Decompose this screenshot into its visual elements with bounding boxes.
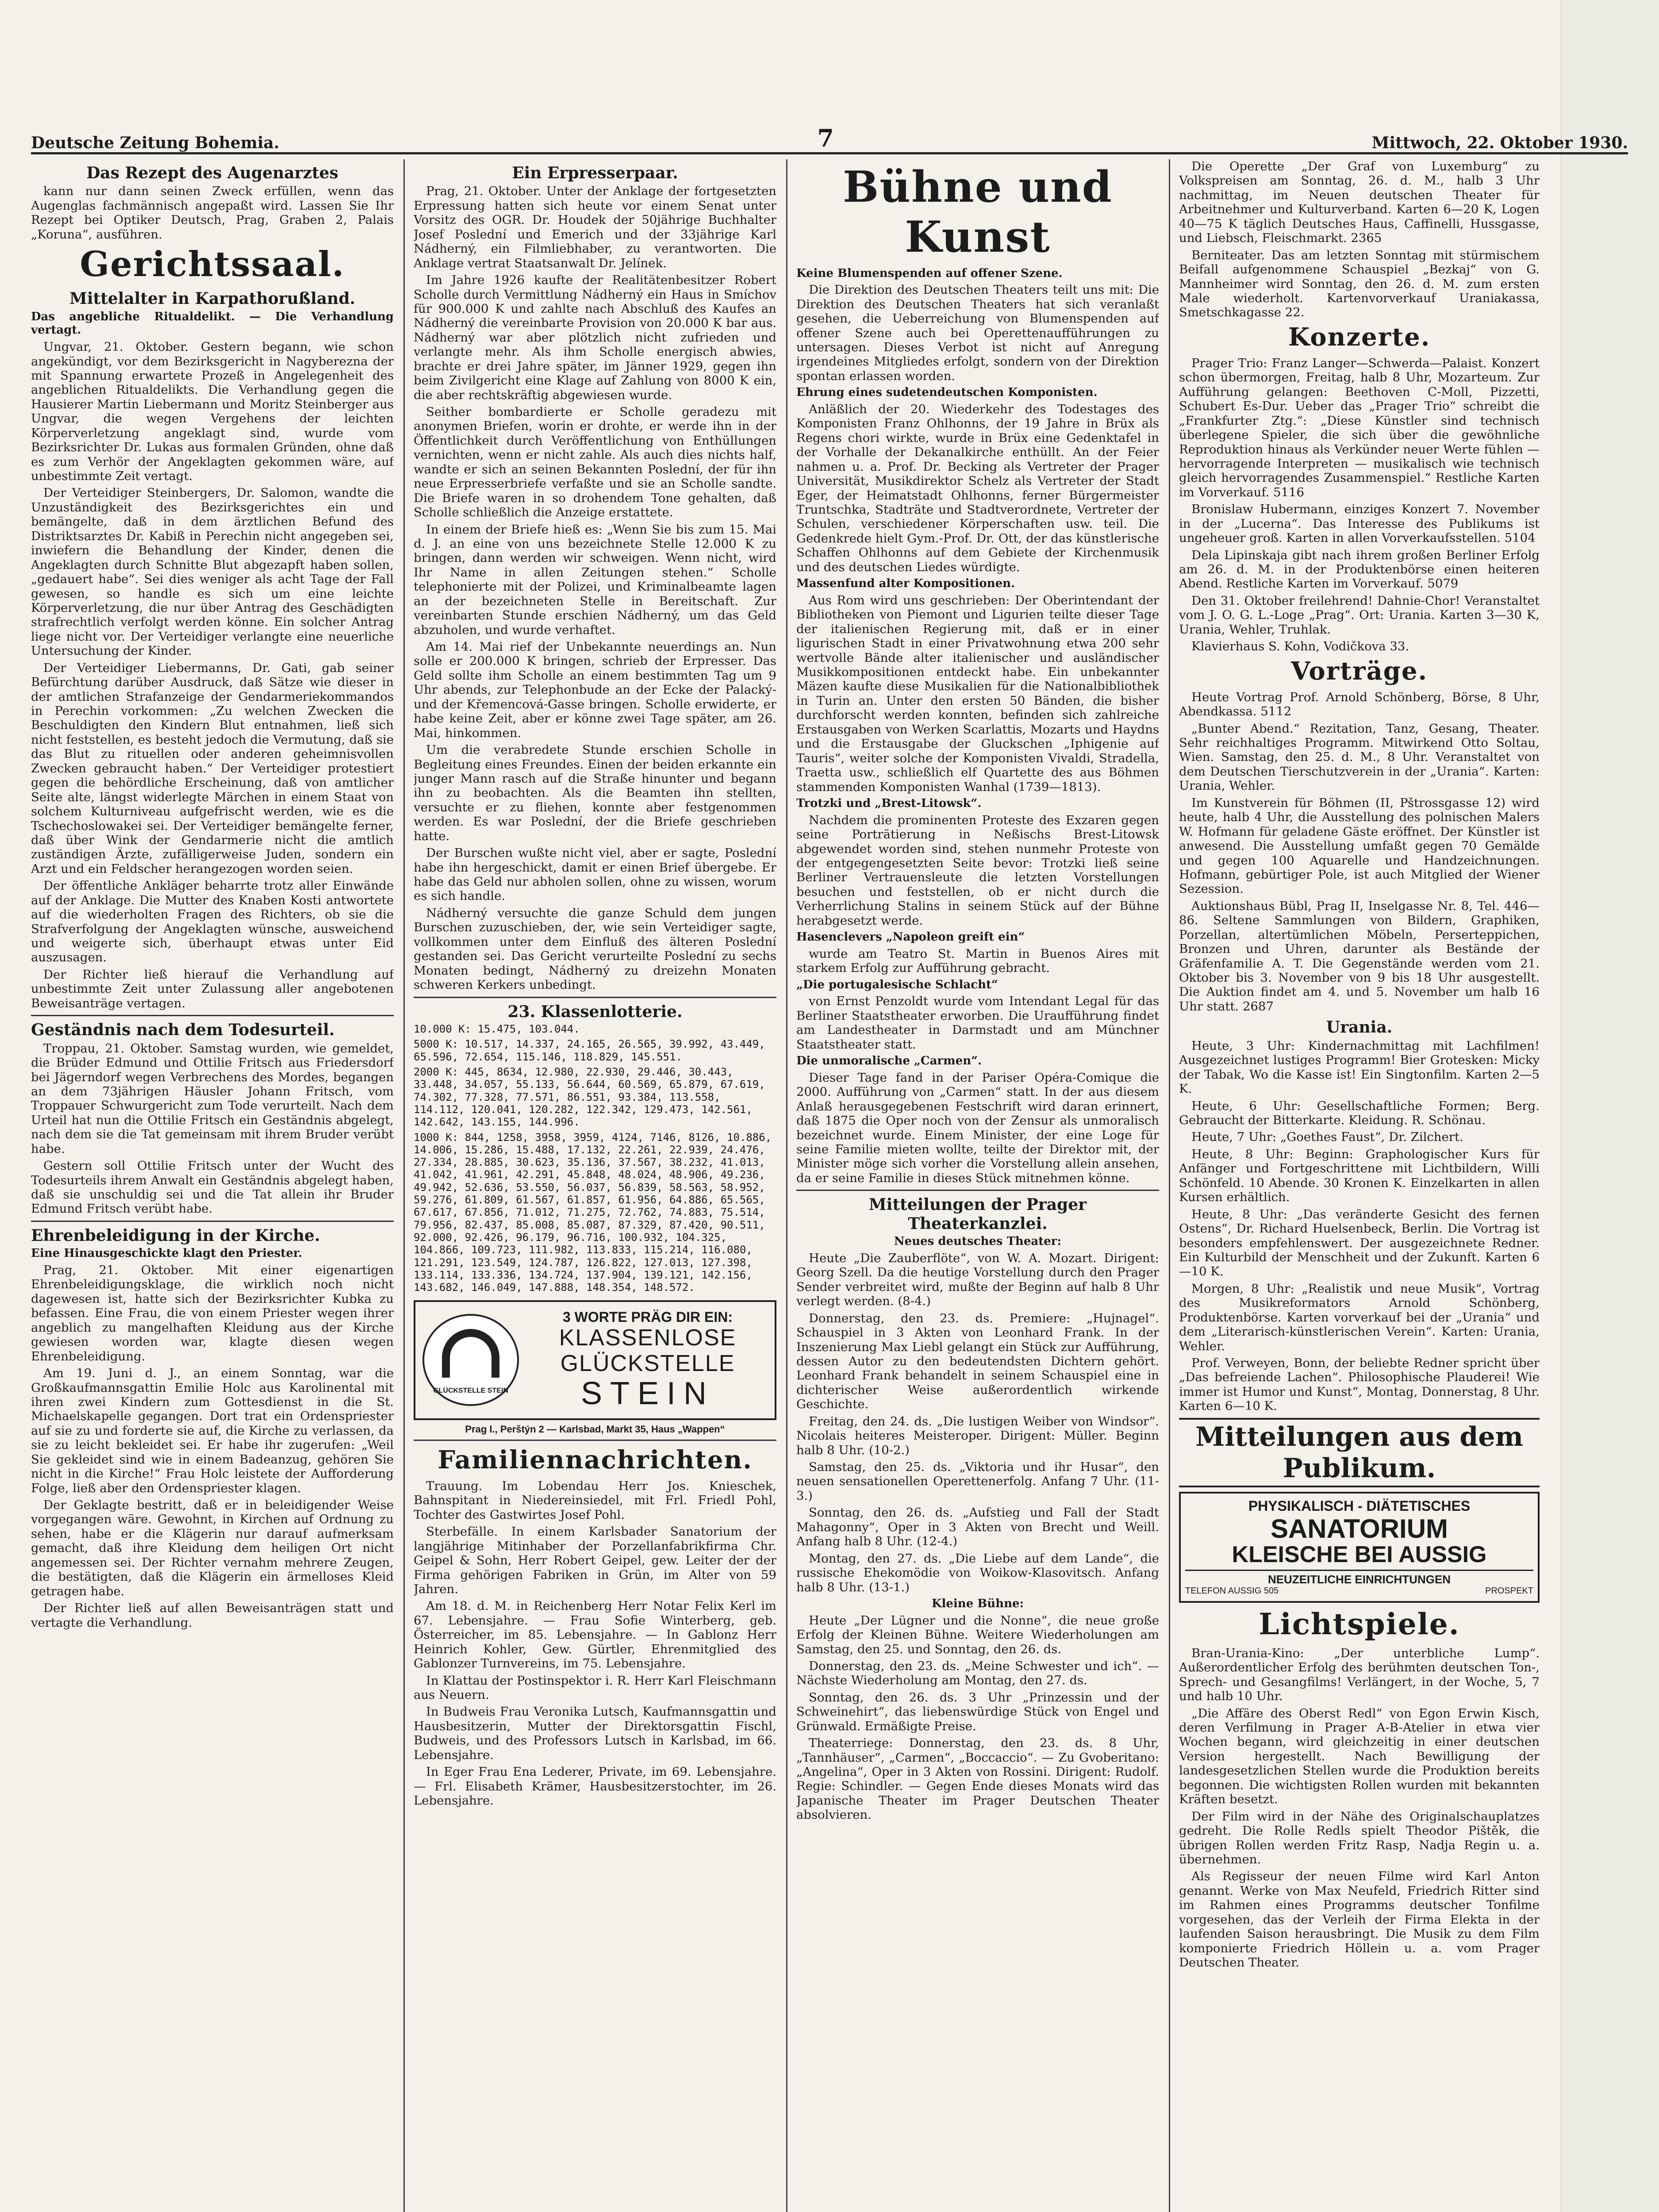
ad-line: NEUZEITLICHE EINRICHTUNGEN — [1185, 1570, 1533, 1586]
article-paragraph: Heute, 8 Uhr: „Das veränderte Gesicht des fernen Ostens“, Dr. Richard Huelsenbeck, Berlin. Die Vortrag ist besonders empfehlenswert. Der ausgezeichnete Redner. Ein Kulturbild der Menschheit und der Zukunft. Karten 6—10 K. — [1179, 1207, 1540, 1279]
article-paragraph: Sonntag, den 26. ds. 3 Uhr „Prinzessin und der Schweinehirt“, das liebenswürdige Stück von Engel und Grünwald. Ermäßigte Preise. — [796, 1690, 1159, 1733]
lottery-numbers: 2000 K: 445, 8634, 12.980, 22.930, 29.446, 30.443, 33.448, 34.057, 55.133, 56.644, 60.569, 65.879, 67.619, 74.302, 77.328, 77.571, 86.551, 93.384, 113.558, 114.112, 120.041, 120.282, 122.342, 129.473, 142.561, 142.642, 143.155, 144.996. — [414, 1065, 765, 1129]
ad-tagline: 3 WORTE PRÄG DIR EIN: — [562, 1309, 733, 1325]
article-paragraph: „Die Affäre des Oberst Redl“ von Egon Erwin Kisch, deren Verfilmung in Prager A-B-Atelier in etwa vier Wochen begann, wird gleichzeitig in einer deutschen Version hergestellt. Nach Bewilligung der landesgesetzlichen Stellen wurde die Produktion bereits begonnen. Die wichtigsten Rollen wurden mit bekannten Kräften besetzt. — [1179, 1706, 1540, 1807]
lottery-title: 23. Klassenlotterie. — [507, 1002, 683, 1021]
article-headline: Geständnis nach dem Todesurteil. — [31, 1021, 335, 1040]
article-paragraph: Sonntag, den 26. ds. „Aufstieg und Fall der Stadt Mahagonny“, Oper in 3 Akten von Brecht und Weill. Anfang halb 8 Uhr. (12-4.) — [796, 1505, 1159, 1549]
article-paragraph: Montag, den 27. ds. „Die Liebe auf dem Lande“, die russische Ehekomödie von Woikow-Klasovitsch. Anfang halb 8 Uhr. (13-1.) — [796, 1551, 1159, 1594]
article-paragraph: Dieser Tage fand in der Pariser Opéra-Comique die 2000. Aufführung von „Carmen“ statt. In der aus diesem Anlaß herausgegebenen Festschrift wird daran erinnert, daß 1875 die Oper noch von der Zensur als unmoralisch bezeichnet wurde. Einem Minister, der eine Loge für seine Familie mieten wollte, teilte der Direktor mit, der Minister möge sich vorher die Vorstellung allein ansehen, da er seine Familie in dieses Stück mitnehmen könne. — [796, 1070, 1159, 1185]
article-subheadline: Hasenclevers „Napoleon greift ein“ — [796, 930, 1025, 944]
article-subheadline: Keine Blumenspenden auf offener Szene. — [796, 266, 1063, 280]
ad-prospect: PROSPEKT — [1485, 1586, 1533, 1596]
article-paragraph: Im Jahre 1926 kaufte der Realitätenbesitzer Robert Scholle durch Vermittlung Nádherný ein Haus in Smíchov für 900.000 K und zahlte nach Abschluß des Kaufes an Nádherný die vereinbarte Provision von 20.000 K bar aus. Nádherný war aber plötzlich nicht zufrieden und verlangte mehr. Als ihm Scholle energisch abwies, brachte er drei Jahre später, im Jänner 1929, gegen ihn beim Zivilgericht eine Klage auf Zahlung von 8000 K ein, die aber rechtskräftig abgewiesen wurde. — [414, 273, 776, 402]
section-title: Familiennachrichten. — [438, 1445, 753, 1475]
divider — [31, 1015, 394, 1016]
ad-word: GLÜCKSTELLE — [560, 1350, 735, 1376]
article-paragraph: Dela Lipinskaja gibt nach ihrem großen Berliner Erfolg am 26. d. M. in der Produktenbörse einen heiteren Abend. Restliche Karten im Vorverkauf. 5079 — [1179, 548, 1540, 591]
article-subheadline: Massenfund alter Kompositionen. — [796, 577, 1015, 591]
ad-phone: TELEFON AUSSIG 505 — [1185, 1586, 1279, 1596]
article-paragraph: Samstag, den 25. ds. „Viktoria und ihr Husar“, den neuen sensationellen Operettenerfolg. Anfang 7 Uhr. (11-3.) — [796, 1460, 1159, 1503]
section-title: Vorträge. — [1290, 656, 1428, 686]
article-paragraph: Die Direktion des Deutschen Theaters teilt uns mit: Die Direktion des Deutschen Theaters hat sich veranlaßt gesehen, die Ueberreichung von Blumenspenden auf offener Szene auch bei Operettenaufführungen zu untersagen. Dieses Verbot ist nicht auf Anregung irgendeines Mitgliedes erfolgt, sondern von der Direktion spontan erlassen worden. — [796, 283, 1159, 383]
article-paragraph: Am 19. Juni d. J., an einem Sonntag, war die Großkaufmannsgattin Emilie Holc aus Karolinental mit ihren zwei Kindern zum Gottesdienst in die St. Michaelskapelle gegangen. Dort trat ein Ordenspriester auf sie zu und forderte sie auf, die Kirche zu verlassen, da sie zu leicht bekleidet sei. Er habe ihr zugerufen: „Weil Sie gekleidet sind wie in einem Badeanzug, gehören Sie nicht in die Kirche!“ Frau Holc leistete der Aufforderung Folge, ließ aber den Ordenspriester klagen. — [31, 1366, 394, 1495]
article-paragraph: Heute, 7 Uhr: „Goethes Faust“, Dr. Zilchert. — [1191, 1130, 1463, 1144]
ad-word: STEIN — [580, 1375, 715, 1411]
lottery-numbers: 1000 K: 844, 1258, 3958, 3959, 4124, 7146, 8126, 10.886, 14.006, 15.286, 15.488, 17.132, 22.261, 22.939, 24.476, 27.334, 28.885, 30.623, 35.136, 37.567, 38.232, 41.013, 41.042, 41.961, 42.291, 45.848, 48.024, 48.906, 49.236, 49.942, 52.636, 53.550, 56.037, 56.839, 58.563, 58.952, 59.276, 61.809, 61.567, 61.857, 61.956, 64.886, 65.565, 67.617, 67.856, 71.012, 71.275, 72.762, 74.883, 75.514, 79.956, 82.437, 85.008, 85.087, 87.329, 87.420, 90.511, 92.000, 92.426, 96.179, 96.716, 100.932, 104.325, 104.866, 109.723, 111.982, 113.833, 115.214, 116.080, 121.291, 123.549, 124.787, 126.822, 127.013, 127.398, 133.114, 133.336, 134.724, 137.904, 139.121, 142.156, 143.682, 146.049, 147.888, 148.354, 148.572. — [414, 1131, 772, 1294]
article-paragraph: Um die verabredete Stunde erschien Scholle in Begleitung eines Freundes. Einen der beiden erkannte ein junger Mann rasch auf die Straße hinunter und begann ihn zu beobachten. Als die Beamten ihn stellten, versuchte er zu fliehen, konnte aber festgenommen werden. Es war Poslední, der die Briefe geschrieben hatte. — [414, 743, 776, 843]
article-headline: Mittelalter in Karpathorußland. — [69, 289, 356, 308]
logo-caption: GLÜCKSTELLE STEIN — [433, 1387, 508, 1395]
issue-date: Mittwoch, 22. Oktober 1930. — [1371, 134, 1628, 152]
article-paragraph: Donnerstag, den 23. ds. Premiere: „Hujnagel“. Schauspiel in 3 Akten von Leonhard Frank. In der Inszenierung Max Liebl gelangt ein Stück zur Aufführung, dessen Autor zu den bedeutendsten Dichtern gehört. Leonhard Frank behandelt in seinem Schauspiel eine in dichterischer Weise außerordentlich wirkende Geschichte. — [796, 1311, 1159, 1412]
column-4 — [1179, 159, 1540, 2212]
page-edge — [1561, 0, 1659, 2212]
lottery-advertisement — [414, 1300, 776, 1420]
column-rule — [403, 159, 405, 2212]
article-paragraph: Der Burschen wußte nicht viel, aber er sagte, Poslední habe ihn hergeschickt, damit er einen Brief übergebe. Er habe das Geld nur abholen sollen, ohne zu wissen, worum es sich handle. — [414, 846, 776, 903]
article-headline: Mitteilungen der Prager Theaterkanzlei. — [868, 1195, 1087, 1233]
article-paragraph: Am 18. d. M. in Reichenberg Herr Notar Felix Kerl im 67. Lebensjahre. — Frau Sofie Winterberg, geb. Österreicher, im 85. Lebensjahre. — In Gablonz Herr Heinrich Kohler, Gew. Gürtler, Ehrenmitglied des Gablonzer Turnvereins, im 75. Lebensjahre. — [414, 1599, 776, 1671]
article-paragraph: Heute, 3 Uhr: Kindernachmittag mit Lachfilmen! Ausgezeichnet lustiges Programm! Bier Grotesken: Micky der Tabak, Wo die Kasse ist! Ein Singtonfilm. Karten 2—5 K. — [1179, 1038, 1540, 1096]
article-paragraph: Donnerstag, den 23. ds. „Meine Schwester und ich“. — Nächste Wiederholung am Montag, den 27. ds. — [796, 1659, 1159, 1688]
horseshoe-logo — [422, 1314, 519, 1406]
article-paragraph: Bronislaw Hubermann, einziges Konzert 7. November in der „Lucerna“. Das Interesse des Publikums ist ungeheuer groß. Karten in allen Vorverkaufsstellen. 5104 — [1179, 502, 1540, 545]
ad-line: KLEISCHE BEI AUSSIG — [1232, 1542, 1487, 1568]
article-paragraph: Auktionshaus Bübl, Prag II, Inselgasse Nr. 8, Tel. 446—86. Seltene Sammlungen von Bildern, Graphiken, Porzellan, altertümlichen Möbeln, Perserteppichen, Bronzen und Uhren, darunter als Bestände der Gräfenfamilie A. T. Die Gegenstände werden vom 21. Oktober bis 3. November von 9 bis 18 Uhr ausgestellt. Die Auktion findet am 4. und 5. November um halb 16 Uhr statt. 2687 — [1179, 899, 1540, 1014]
article-paragraph: Klavierhaus S. Kohn, Vodičkova 33. — [1191, 639, 1409, 654]
sanatorium-advertisement — [1179, 1492, 1540, 1603]
section-title: Konzerte. — [1288, 322, 1431, 352]
ad-word: KLASSENLOSE — [559, 1325, 737, 1351]
divider — [796, 1190, 1159, 1191]
ad-address: Prag I., Perštýn 2 — Karlsbad, Markt 35, Haus „Wappen“ — [465, 1423, 725, 1435]
article-headline: Ehrenbeleidigung in der Kirche. — [31, 1226, 320, 1245]
article-paragraph: Nádherný versuchte die ganze Schuld dem jungen Burschen zuzuschieben, der, wie sein Verteidiger sagte, vollkommen unter dem Einfluß des älteren Poslední gestanden sei. Das Gericht verurteilte Poslední zu sechs Monaten bedingt, Nádherný zu dreizehn Monaten schweren Kerkers unbedingt. — [414, 906, 776, 992]
newspaper-name: Deutsche Zeitung Bohemia. — [31, 134, 280, 152]
article-subheadline: „Die portugalesische Schlacht“ — [796, 978, 998, 991]
column-rule — [1169, 159, 1170, 2212]
article-paragraph: Freitag, den 24. ds. „Die lustigen Weiber von Windsor“. Nicolais heiteres Meisteroper. Dirigent: Müller. Beginn halb 8 Uhr. (10-2.) — [796, 1414, 1159, 1457]
ad-text: kann nur dann seinen Zweck erfüllen, wenn das Augenglas fachmännisch angepaßt wird. Lassen Sie Ihr Rezept bei Optiker Deutsch, Prag, Graben 2, Palais „Koruna“, ausführen. — [31, 184, 394, 242]
section-title: Gerichtssaal. — [80, 244, 345, 285]
article-paragraph: In Eger Frau Ena Lederer, Private, im 69. Lebensjahre. — Frl. Elisabeth Krämer, Hausbesitzerstochter, im 26. Lebensjahre. — [414, 1765, 776, 1808]
article-paragraph: Theaterriege: Donnerstag, den 23. ds. 8 Uhr, „Tannhäuser“, „Carmen“, „Boccaccio“. — Zu Gvoberitano: „Angelina“, Oper in 3 Akten von Rossini. Dirigent: Rudolf. Regie: Schindler. — Gegen Ende dieses Monats wird das Japanische Theater im Prager Deutschen Theater absolvieren. — [796, 1736, 1159, 1822]
article-subheadline: Ehrung eines sudetendeutschen Komponisten. — [796, 386, 1098, 399]
page-header — [31, 124, 1628, 154]
section-title: Urania. — [1326, 1018, 1393, 1037]
article-paragraph: Berniteater. Das am letzten Sonntag mit stürmischem Beifall aufgenommene Schauspiel „Bezkaj“ von G. Mannheimer wird Sonntag, den 26. d. M. zum ersten Male wiederholt. Kartenvorverkauf Uraniakassa, Smetschkagasse 22. — [1179, 248, 1540, 320]
article-paragraph: Prof. Verweyen, Bonn, der beliebte Redner spricht über „Das befreiende Lachen“. Philosophische Plauderei! Wie immer ist Humor und Kunst“, Montag, Donnerstag, 8 Uhr. Karten 6—10 K. — [1179, 1356, 1540, 1413]
article-paragraph: Heute Vortrag Prof. Arnold Schönberg, Börse, 8 Uhr, Abendkassa. 5112 — [1179, 690, 1540, 719]
article-subheadline: Trotzki und „Brest-Litowsk“. — [796, 796, 982, 810]
article-paragraph: Der Verteidiger Liebermanns, Dr. Gati, gab seiner Befürchtung darüber Ausdruck, daß Sätze wie dieser in der amtlichen Strafanzeige der Gendarmeriekommandos in Perechin vorkommen: „Zu welchen Zwecken die Beschuldigten den Kindern Blut entnahmen, ließ sich nicht feststellen, es besteht jedoch die Vermutung, daß sie das Blut zu rituellen oder anderen geheimnisvollen Zwecken gebraucht haben.“ Der Verteidiger protestiert gegen die behördliche Erscheinung, daß von amtlicher Seite alte, längst widerlegte Märchen in einem Staat von solchem Kulturniveau aufgefrischt werden, wie es die Tschechoslowakei sei. Der Verteidiger bemängelte ferner, daß über Wink der Gendarmerie nicht die amtlich zuständigen Ärzte, zufälligerweise Juden, sondern ein Arzt und ein Feldscher herangezogen worden seien. — [31, 661, 394, 876]
theatre-name: Neues deutsches Theater: — [894, 1235, 1062, 1248]
section-title: Bühne und Kunst — [843, 162, 1113, 262]
article-paragraph: In Budweis Frau Veronika Lutsch, Kaufmannsgattin und Hausbesitzerin, Mutter der Direktorsgattin Fischl, Budweis, und des Professors Lutsch in Karlsbad, im 66. Lebensjahre. — [414, 1705, 776, 1762]
article-paragraph: Den 31. Oktober freilehrend! Dahnie-Chor! Veranstaltet vom J. O. G. L.-Loge „Prag“. Ort: Urania. Karten 3—30 K, Urania, Wehler, Truhlak. — [1179, 593, 1540, 637]
article-paragraph: Nachdem die prominenten Proteste des Exzaren gegen seine Porträtierung in Neßischs Brest-Litowsk abgewendet worden sind, stehen nunmehr Proteste von der entgegengesetzten Seite bevor: Trotzki ließ seine Berliner Vertrauensleute die letzten Vorstellungen besuchen und feststellen, ob er nicht durch die Verherrlichung Stalins in seinem Stück auf der Bühne herabgesetzt werde. — [796, 813, 1159, 928]
section-title: Lichtspiele. — [1259, 1606, 1460, 1641]
divider — [31, 1221, 394, 1222]
divider — [414, 1440, 776, 1441]
section-title: Mitteilungen aus dem Publikum. — [1179, 1418, 1540, 1488]
page-number: 7 — [817, 124, 834, 152]
article-subheadline: Die unmoralische „Carmen“. — [796, 1054, 982, 1068]
article-paragraph: In einem der Briefe hieß es: „Wenn Sie bis zum 15. Mai d. J. an eine von uns bezeichnete Stelle 12.000 K zu bringen, dann werden wir schweigen. Wenn nicht, wird Ihr Name in allen Zeitungen stehen.“ Scholle telephonierte mit der Polizei, und Kriminalbeamte lagen an der bezeichneten Stelle in Bereitschaft. Zur vereinbarten Stunde erschien Nádherný, um das Geld abzuholen, und wurde verhaftet. — [414, 522, 776, 637]
ad-line: SANATORIUM — [1270, 1514, 1448, 1544]
article-paragraph: Der Verteidiger Steinbergers, Dr. Salomon, wandte die Unzuständigkeit des Bezirksgerichtes ein und bemängelte, daß in dem ärztlichen Befund des Distriktsarztes Dr. Kabiß in Perechin nicht angegeben sei, inwiefern die Behandlung der Kinder, denen die Angeklagten durch Schnitte Blut abgezapft haben sollen, „gedauert habe“. Sei dies weniger als acht Tage der Fall gewesen, so handle es sich um eine leichte Körperverletzung, die nur über Antrag des Geschädigten strafrechtlich verfolgt werden könne. Ein solcher Antrag liege nicht vor. Der Verteidiger verlangte eine neuerliche Untersuchung der Kinder. — [31, 486, 394, 658]
lottery-numbers: 5000 K: 10.517, 14.337, 24.165, 26.565, 39.992, 43.449, 65.596, 72.654, 115.146, 118.829, 145.551. — [414, 1038, 765, 1063]
article-paragraph: Sterbefälle. In einem Karlsbader Sanatorium der langjährige Mitinhaber der Porzellanfabrikfirma Chr. Geipel & Sohn, Herr Robert Geipel, gew. Leiter der der Firma gehörigen Fabriken in Grün, im Alter von 59 Jahren. — [414, 1525, 776, 1596]
article-paragraph: Seither bombardierte er Scholle geradezu mit anonymen Briefen, worin er drohte, er werde ihn in der Öffentlichkeit durch Veröffentlichung von Enthüllungen vernichten, wenn er nicht zahle. Als auch dies nichts half, wandte er sich an seinen Bekannten Poslední, der für ihn neue Erpresserbriefe verfaßte und sie an Scholle sandte. Die Briefe waren in so drohendem Tone gehalten, daß Scholle schließlich die Anzeige erstattete. — [414, 405, 776, 520]
article-headline: Ein Erpresserpaar. — [512, 164, 678, 182]
article-paragraph: Aus Rom wird uns geschrieben: Der Oberintendant der Bibliotheken von Piemont und Ligurien teilte dieser Tage der italienischen Regierung mit, daß er in einer ligurischen Stadt in einer Privatwohnung etwa 200 sehr wertvolle Bände alter italienischer und ausländischer Musikkompositionen entdeckt habe. Ein unbekannter Mäzen kaufte diese Musikalien für die Nationalbibliothek in Turin an. Unter den ersten 50 Bänden, die bisher durchforscht werden konnten, befinden sich zahlreiche Erstausgaben von Werken Scarlattis, Mozarts und Haydns und die Erstausgabe der Gluckschen „Iphigenie auf Tauris“, weiter solche der Komponisten Vivaldi, Stradella, Traetta usw., schließlich elf Quartette des aus Böhmen stammenden Komponisten Wanhal (1739—1813). — [796, 593, 1159, 794]
article-paragraph: Troppau, 21. Oktober. Samstag wurden, wie gemeldet, die Brüder Edmund und Ottilie Fritsch aus Friedersdorf bei Jägerndorf wegen Verbrechens des Mordes, begangen an dem 73jährigen Häusler Johann Fritsch, vom Troppauer Schwurgericht zum Tode verurteilt. Nach dem Urteil hat nun die Ottilie Fritsch ein Geständnis abgelegt, nach dem sie die Tat gemeinsam mit ihrem Bruder verübt habe. — [31, 1041, 394, 1156]
article-paragraph: Heute „Die Zauberflöte“, von W. A. Mozart. Dirigent: Georg Szell. Da die heutige Vorstellung durch den Prager Sender verbreitet wird, mußte der Beginn auf halb 8 Uhr verlegt werden. (8-4.) — [796, 1251, 1159, 1309]
article-paragraph: Bran-Urania-Kino: „Der unterbliche Lump“. Außerordentlicher Erfolg des berühmten deutschen Ton-, Sprech- und Gesangfilms! Verlängert, in der Woche, 5, 7 und halb 10 Uhr. — [1179, 1646, 1540, 1704]
column-rule — [786, 159, 787, 2212]
article-paragraph: Der Richter ließ hierauf die Verhandlung auf unbestimmte Zeit unter Zulassung aller angebotenen Beweisanträge vertagen. — [31, 967, 394, 1010]
divider — [414, 997, 776, 998]
article-paragraph: von Ernst Penzoldt wurde vom Intendant Legal für das Berliner Staatstheater erworben. Die Uraufführung findet am Landestheater in Darmstadt und am Münchner Staatstheater statt. — [796, 994, 1159, 1052]
column-2 — [414, 159, 776, 2212]
lottery-numbers: 10.000 K: 15.475, 103.044. — [414, 1023, 580, 1035]
article-paragraph: Trauung. Im Lobendau Herr Jos. Knieschek, Bahnspitant in Niedereinsiedel, mit Frl. Friedl Pohl, Tochter des Gastwirtes Josef Pohl. — [414, 1479, 776, 1522]
article-paragraph: Die Operette „Der Graf von Luxemburg“ zu Volkspreisen am Sonntag, 26. d. M., halb 3 Uhr nachmittag, im Neuen deutschen Theater für Arbeitnehmer und Kulturverband. Karten 6—20 K, Logen 40—75 K täglich Deutsches Haus, Caffinelli, Hussgasse, und Liebsch, Fleischmarkt. 2365 — [1179, 159, 1540, 246]
article-paragraph: Prager Trio: Franz Langer—Schwerda—Palaist. Konzert schon übermorgen, Freitag, halb 8 Uhr, Mozarteum. Zur Aufführung gelangen: Beethoven C-Moll, Pizzetti, Schubert Es-Dur. Ueber das „Prager Trio“ schreibt die „Frankfurter Ztg.“: „Diese Künstler sind technisch überlegene Spieler, die sich über die gewöhnliche Reproduktion hinaus als Verkünder neuer Werte fühlen — hervorragende Interpreten — musikalisch wie technisch gleich hervorragendes Zusammenspiel.“ Restliche Karten im Vorverkauf. 5116 — [1179, 356, 1540, 499]
article-paragraph: Der Geklagte bestritt, daß er in beleidigender Weise vorgegangen wäre. Gewohnt, in Kirchen auf Ordnung zu sehen, habe er die Klägerin nur darauf aufmerksam gemacht, daß ihre Kleidung dem heiligen Ort nicht angemessen sei. Der Richter vernahm mehrere Zeugen, die bestätigten, daß die Klägerin ein ärmelloses Kleid getragen habe. — [31, 1498, 394, 1598]
ad-line: PHYSIKALISCH - DIÄTETISCHES — [1248, 1498, 1471, 1514]
article-paragraph: Der öffentliche Ankläger beharrte trotz aller Einwände auf der Anklage. Die Mutter des Knaben Kosti antwortete auf die wiederholten Fragen des Richters, ob sie die Strafverfolgung der Angeklagten wünsche, ausweichend und weigerte sich, überhaupt etwas unter Eid auszusagen. — [31, 879, 394, 965]
horseshoe-icon — [442, 1329, 499, 1378]
ad-heading: Das Rezept des Augenarztes — [86, 164, 338, 182]
article-paragraph: Gestern soll Ottilie Fritsch unter der Wucht des Todesurteils ihrem Anwalt ein Geständnis abgelegt haben, daß sie unschuldig sei und die Tat allein ihr Bruder Edmund Fritsch verübt habe. — [31, 1159, 394, 1216]
article-paragraph: wurde am Teatro St. Martin in Buenos Aires mit starkem Erfolg zur Aufführung gebracht. — [796, 946, 1159, 975]
article-paragraph: Im Kunstverein für Böhmen (II, Pštrossgasse 12) wird heute, halb 4 Uhr, die Ausstellung des polnischen Malers W. Hofmann für geladene Gäste eröffnet. Der Künstler ist anwesend. Die Ausstellung umfaßt gegen 70 Gemälde und gegen 100 Aquarelle und Handzeichnungen. Hofmann, gebürtiger Pole, ist auch Mitglied der Wiener Sezession. — [1179, 795, 1540, 896]
article-subheadline: Eine Hinausgeschickte klagt den Priester. — [31, 1247, 303, 1260]
article-paragraph: Anläßlich der 20. Wiederkehr des Todestages des Komponisten Franz Ohlhonns, der 19 Jahre in Brüx als Regens chori wirkte, wurde in Brüx eine Gedenktafel in der Vorhalle der Dekanalkirche enthüllt. An der Feier nahmen u. a. Prof. Dr. Becking als Vertreter der Prager Universität, Musikdirektor Schelz als Vertreter der Stadt Eger, der Heimatstadt Ohlhonns, ferner Bürgermeister Truntschka, Stadträte und Stadtverordnete, Vertreter der Schulen, verschiedener Körperschaften usw. teil. Die Gedenkrede hielt Gym.-Prof. Dr. Ott, der das künstlerische Schaffen Ohlhonns auf dem Gebiete der Kirchenmusik und des deutschen Liedes würdigte. — [796, 402, 1159, 574]
article-subheadline: Das angebliche Ritualdelikt. — Die Verhandlung vertagt. — [31, 310, 394, 337]
article-paragraph: Prag, 21. Oktober. Mit einer eigenartigen Ehrenbeleidigungsklage, die wirklich noch nicht dagewesen ist, hatte sich der Bezirksrichter Kubka zu befassen. Eine Frau, die von einem Priester wegen ihrer angeblich zu mangelhaften Kleidung aus der Kirche gewiesen worden war, klagte diesen wegen Ehrenbeleidigung. — [31, 1263, 394, 1363]
article-paragraph: Heute, 8 Uhr: Beginn: Graphologischer Kurs für Anfänger und Fortgeschrittene mit Lichtbildern, Willi Schönfeld. 10 Abende. 30 Kronen K. Einzelkarten in allen Kursen erhältlich. — [1179, 1147, 1540, 1205]
article-paragraph: Morgen, 8 Uhr: „Realistik und neue Musik“, Vortrag des Musikreformators Arnold Schönberg, Produktenbörse. Karten vorverkauf bei der „Urania“ und dem „Literarisch-künstlerischen Verein“. Karten: Urania, Wehler. — [1179, 1281, 1540, 1353]
article-paragraph: Heute, 6 Uhr: Gesellschaftliche Formen; Berg. Gebraucht der Bitterkarte. Kleidung. R. Schönau. — [1179, 1098, 1540, 1127]
article-paragraph: In Klattau der Postinspektor i. R. Herr Karl Fleischmann aus Neuern. — [414, 1673, 776, 1702]
column-1 — [31, 159, 394, 2212]
article-paragraph: Als Regisseur der neuen Filme wird Karl Anton genannt. Werke von Max Neufeld, Friedrich Ritter sind im Rahmen eines Programms deutscher Tonfilme vorgesehen, das der Verleih der Firma Elekta in der laufenden Saison herausbringt. Die Musik zu dem Film komponierte Friedrich Höllein u. a. vom Prager Deutschen Theater. — [1179, 1869, 1540, 1970]
article-paragraph: „Bunter Abend.“ Rezitation, Tanz, Gesang, Theater. Sehr reichhaltiges Programm. Mitwirkend Otto Soltau, Wien. Samstag, den 25. d. M., 8 Uhr. Veranstaltet von dem Deutschen Tierschutzverein in der „Urania“. Karten: Urania, Wehler. — [1179, 721, 1540, 793]
article-paragraph: Heute „Der Lügner und die Nonne“, die neue große Erfolg der Kleinen Bühne. Weitere Wiederholungen am Samstag, den 25. und Sonntag, den 26. ds. — [796, 1613, 1159, 1656]
column-3 — [796, 159, 1159, 2212]
article-paragraph: Der Richter ließ auf allen Beweisanträgen statt und vertagte die Verhandlung. — [31, 1601, 394, 1630]
article-paragraph: Ungvar, 21. Oktober. Gestern begann, wie schon angekündigt, vor dem Bezirksgericht in Nagyberezna der mit Spannung erwartete Prozeß in Angelegenheit des angeblichen Ritualdelikts. Die Verhandlung gegen die Hausierer Martin Liebermann und Moritz Steinberger aus Ungvar, die wegen Vergehens der leichten Körperverletzung angeklagt sind, wurde vom Bezirksrichter Dr. Lukas aus formalen Gründen, ohne daß es zum Verhör der Angeklagten gekommen wäre, auf unbestimmte Zeit vertagt. — [31, 340, 394, 483]
article-paragraph: Prag, 21. Oktober. Unter der Anklage der fortgesetzten Erpressung hatten sich heute vor einem Senat unter Vorsitz des OGR. Dr. Houdek der 50jährige Buchhalter Josef Poslední und Emerich und der 33jährige Karl Nádherný, ein Filmliebhaber, zu verantworten. Die Anklage vertrat Staatsanwalt Dr. Jelínek. — [414, 184, 776, 270]
article-paragraph: Der Film wird in der Nähe des Originalschauplatzes gedreht. Die Rolle Redls spielt Theodor Pištěk, die übrigen Rollen werden Fritz Rasp, Nadja Regin u. a. übernehmen. — [1179, 1809, 1540, 1866]
theatre-name: Kleine Bühne: — [931, 1597, 1024, 1610]
article-paragraph: Am 14. Mai rief der Unbekannte neuerdings an. Nun solle er 200.000 K bringen, schrieb der Erpresser. Das Geld sollte ihm Scholle an einem bestimmten Tag um 9 Uhr abends, zur Telephonbude an der Ecke der Palacký- und der Křemencová-Gasse bringen. Scholle erwiderte, er habe keine Zeit, aber er könne zwei Tage später, am 26. Mai, hinkommen. — [414, 640, 776, 740]
